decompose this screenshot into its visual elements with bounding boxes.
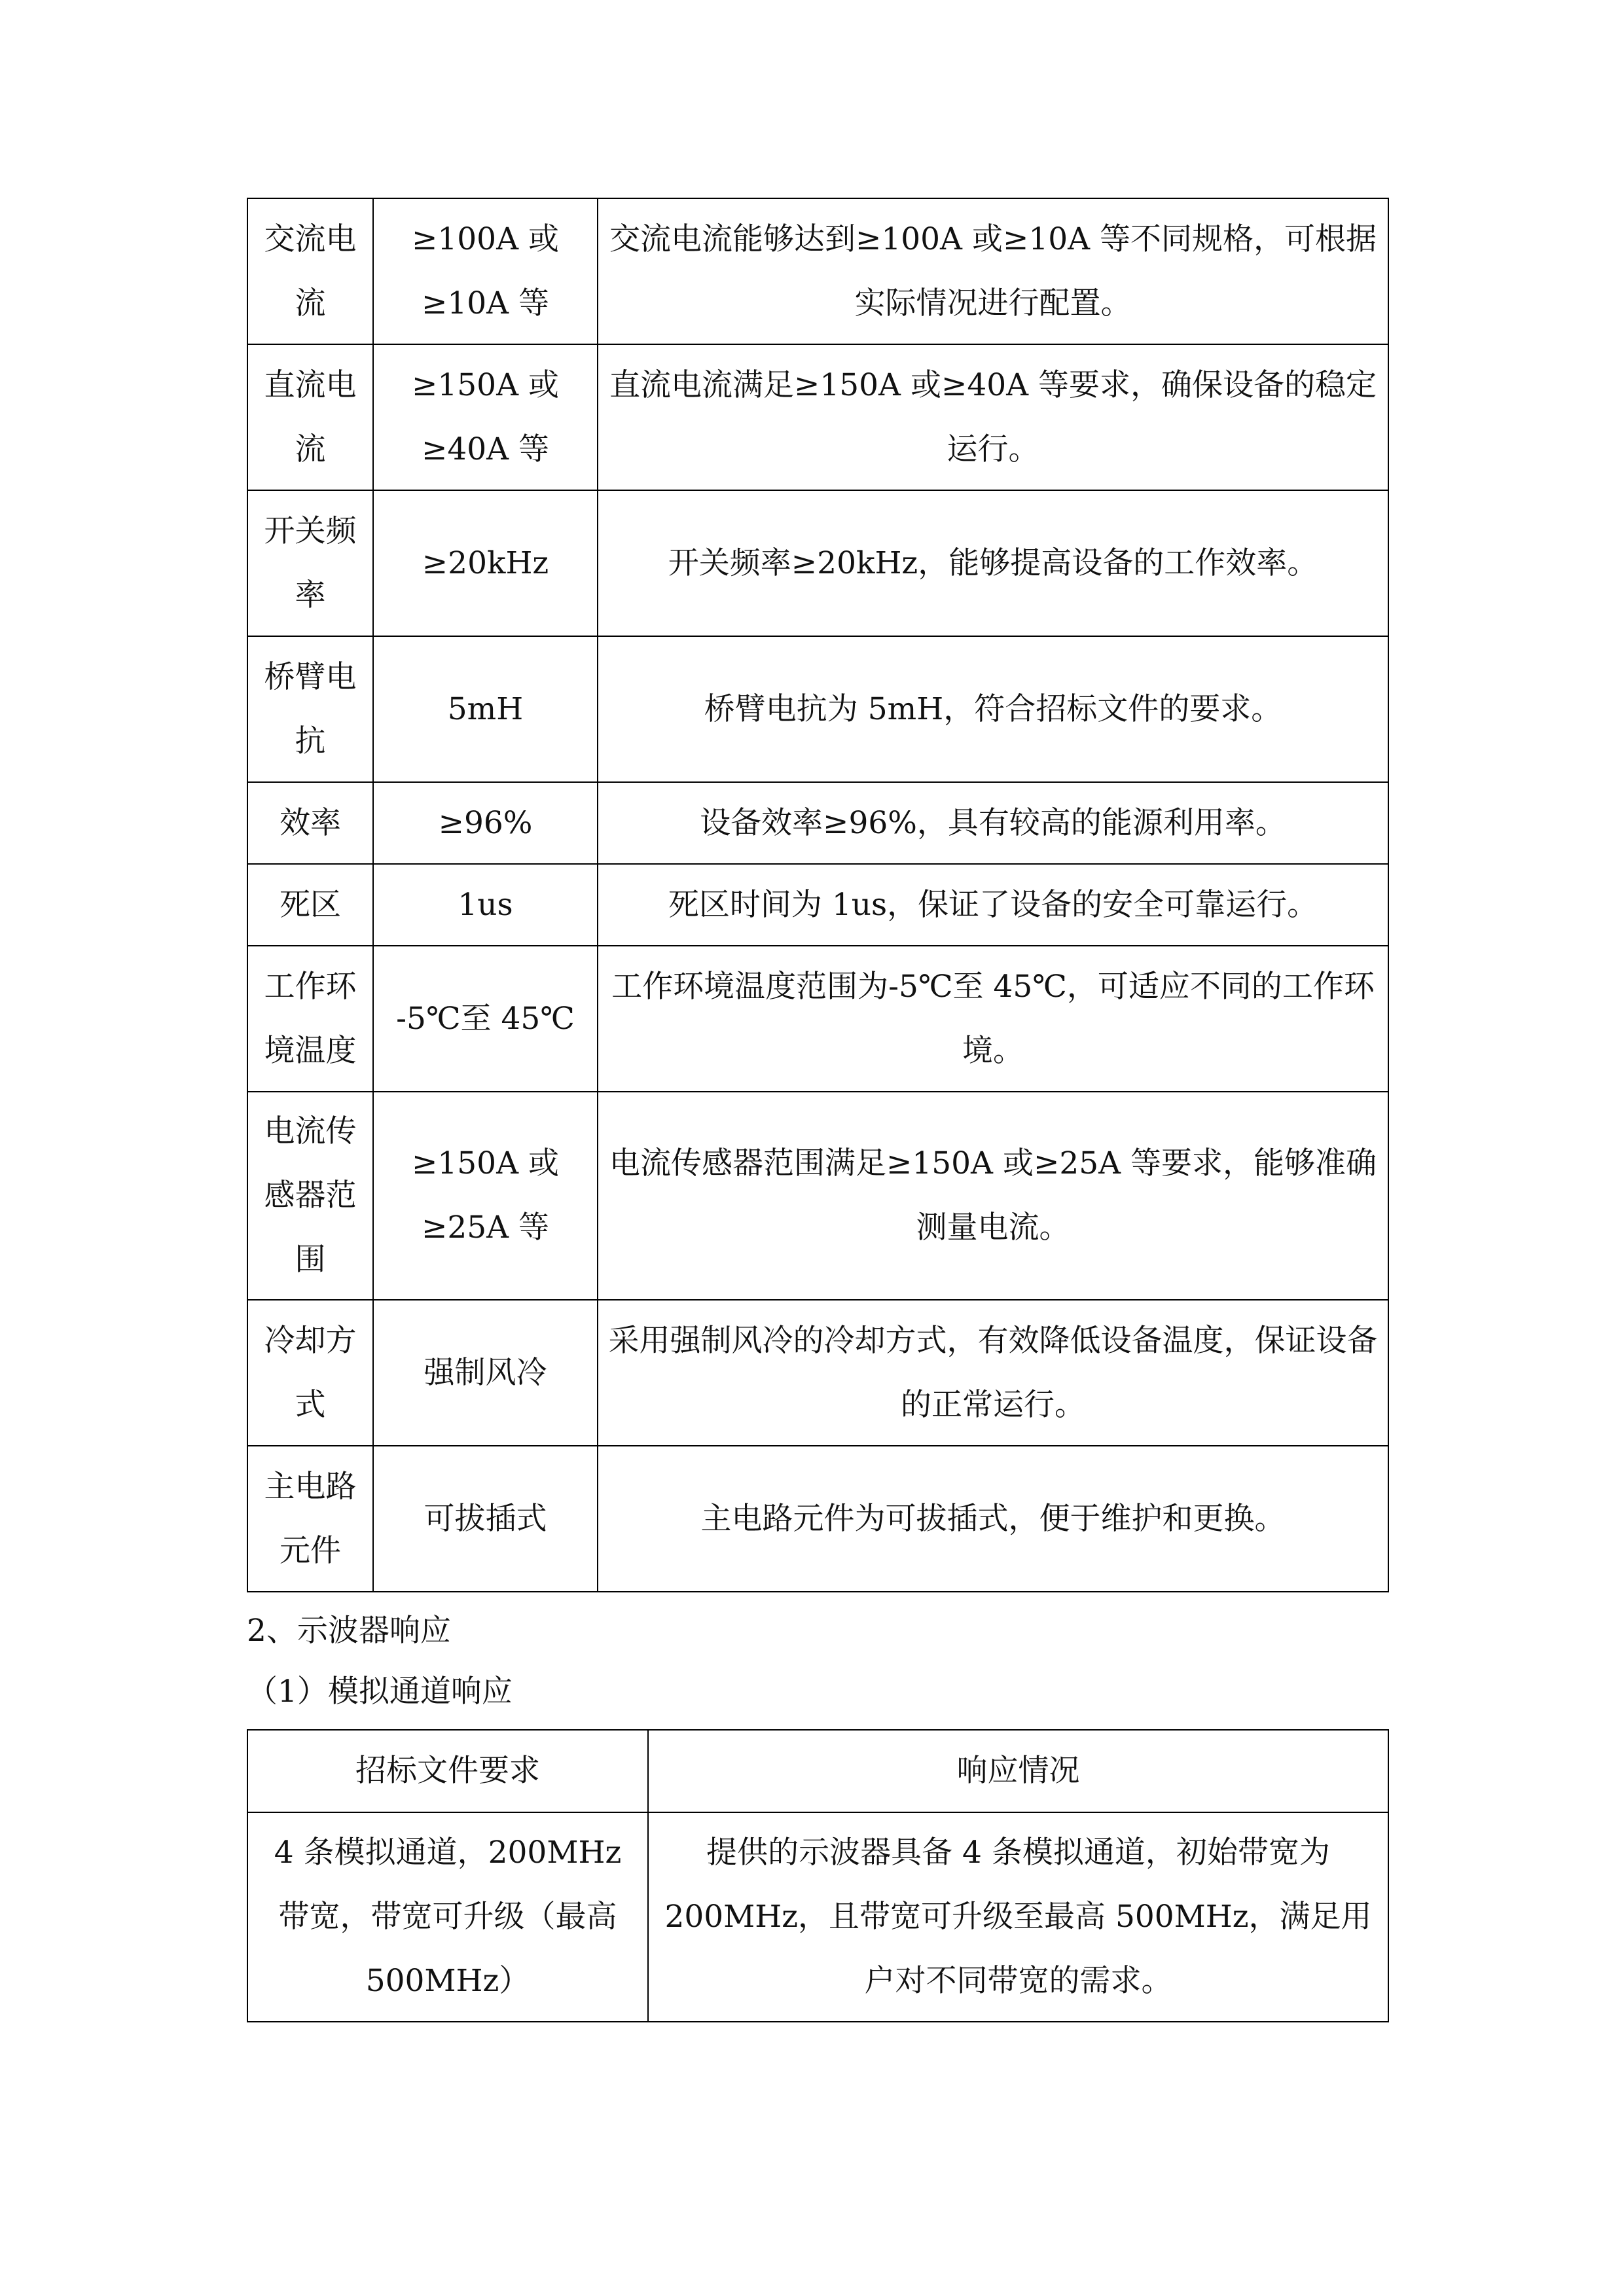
response-cell: 提供的示波器具备 4 条模拟通道，初始带宽为200MHz，且带宽可升级至最高 500MHz，满足用户对不同带宽的需求。 xyxy=(648,1812,1388,2022)
table-header-row xyxy=(247,1730,1388,1812)
header-requirement: 招标文件要求 xyxy=(247,1730,648,1812)
param-cell: 工作环境温度 xyxy=(247,946,373,1092)
param-cell: 直流电流 xyxy=(247,344,373,490)
desc-cell: 死区时间为 1us，保证了设备的安全可靠运行。 xyxy=(598,864,1388,946)
param-cell: 交流电流 xyxy=(247,198,373,344)
header-response: 响应情况 xyxy=(648,1730,1388,1812)
desc-cell: 主电路元件为可拔插式，便于维护和更换。 xyxy=(598,1446,1388,1592)
value-cell: ≥20kHz xyxy=(373,490,598,636)
value-cell: 强制风冷 xyxy=(373,1300,598,1446)
table-row xyxy=(247,490,1388,636)
table-row xyxy=(247,1446,1388,1592)
spec-table xyxy=(247,198,1389,1592)
desc-cell: 直流电流满足≥150A 或≥40A 等要求，确保设备的稳定运行。 xyxy=(598,344,1388,490)
response-table xyxy=(247,1729,1389,2022)
desc-cell: 采用强制风冷的冷却方式，有效降低设备温度，保证设备的正常运行。 xyxy=(598,1300,1388,1446)
table-row xyxy=(247,636,1388,782)
value-cell: ≥150A 或≥40A 等 xyxy=(373,344,598,490)
table-row xyxy=(247,1300,1388,1446)
table-row xyxy=(247,344,1388,490)
table-row xyxy=(247,198,1388,344)
value-cell: ≥100A 或≥10A 等 xyxy=(373,198,598,344)
desc-cell: 交流电流能够达到≥100A 或≥10A 等不同规格，可根据实际情况进行配置。 xyxy=(598,198,1388,344)
desc-cell: 工作环境温度范围为-5℃至 45℃，可适应不同的工作环境。 xyxy=(598,946,1388,1092)
table-row xyxy=(247,1812,1388,2022)
section-heading: 2、示波器响应 xyxy=(247,1613,451,1649)
param-cell: 电流传感器范围 xyxy=(247,1092,373,1300)
requirement-cell: 4 条模拟通道，200MHz 带宽，带宽可升级（最高500MHz） xyxy=(247,1812,648,2022)
table-row xyxy=(247,782,1388,864)
value-cell: ≥96% xyxy=(373,782,598,864)
table-row xyxy=(247,1092,1388,1300)
desc-cell: 电流传感器范围满足≥150A 或≥25A 等要求，能够准确测量电流。 xyxy=(598,1092,1388,1300)
table-row xyxy=(247,864,1388,946)
value-cell: 可拔插式 xyxy=(373,1446,598,1592)
desc-cell: 设备效率≥96%，具有较高的能源利用率。 xyxy=(598,782,1388,864)
param-cell: 冷却方式 xyxy=(247,1300,373,1446)
desc-cell: 开关频率≥20kHz，能够提高设备的工作效率。 xyxy=(598,490,1388,636)
value-cell: 5mH xyxy=(373,636,598,782)
table-row xyxy=(247,946,1388,1092)
param-cell: 桥臂电抗 xyxy=(247,636,373,782)
value-cell: 1us xyxy=(373,864,598,946)
value-cell: ≥150A 或≥25A 等 xyxy=(373,1092,598,1300)
param-cell: 死区 xyxy=(247,864,373,946)
value-cell: -5℃至 45℃ xyxy=(373,946,598,1092)
desc-cell: 桥臂电抗为 5mH，符合招标文件的要求。 xyxy=(598,636,1388,782)
param-cell: 主电路元件 xyxy=(247,1446,373,1592)
sub-heading: （1）模拟通道响应 xyxy=(247,1674,513,1710)
param-cell: 开关频率 xyxy=(247,490,373,636)
param-cell: 效率 xyxy=(247,782,373,864)
